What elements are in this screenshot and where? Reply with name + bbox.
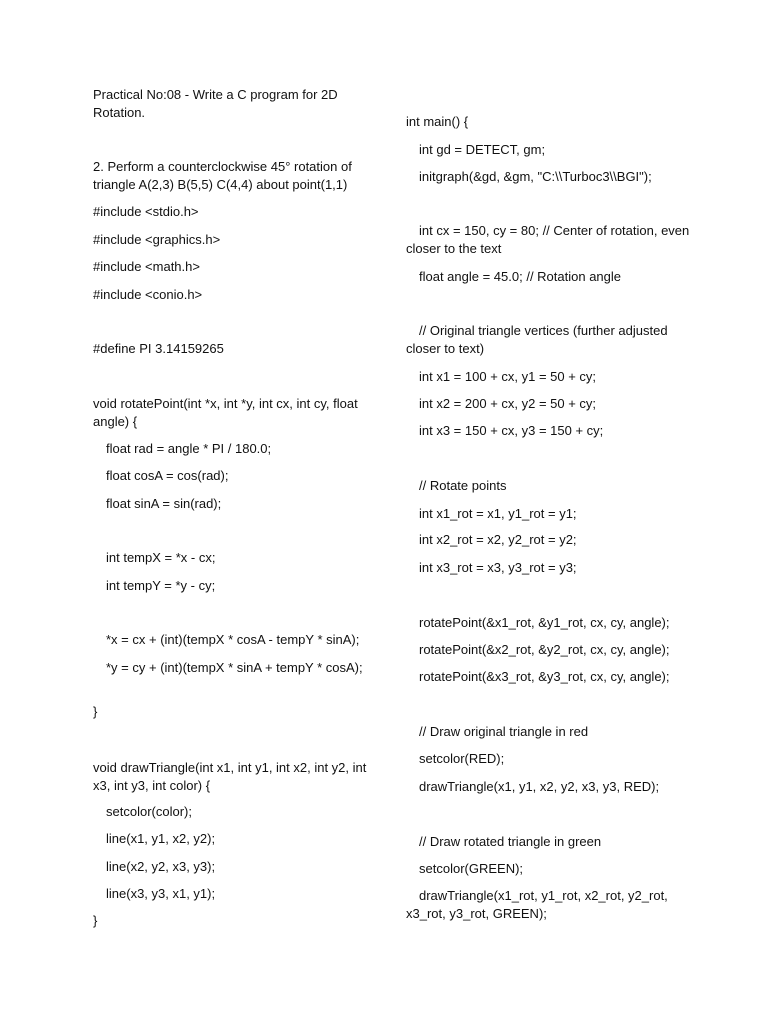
- orig-comment: // Original triangle vertices (further adjusted closer to text): [406, 323, 668, 356]
- code-line: int x3_rot = x3, y3_rot = y3;: [419, 560, 577, 575]
- code-line: [406, 887, 681, 923]
- practical-title: Practical No:08 - Write a C program for 2D Rotation.: [93, 87, 338, 120]
- closing-brace: }: [93, 704, 98, 719]
- code-line: line(x3, y3, x1, y1);: [106, 886, 216, 901]
- code-line: setcolor(color);: [106, 804, 192, 819]
- code-comment: // Draw rotated triangle in green: [419, 834, 602, 849]
- draw-function-signature: void drawTriangle(int x1, int y1, int x2, int y2, int x3, int y3, int color) {: [93, 760, 367, 793]
- code-line: line(x1, y1, x2, y2);: [106, 831, 216, 846]
- code-line: float rad = angle * PI / 180.0;: [106, 441, 272, 456]
- code-line: int x3 = 150 + cx, y3 = 150 + cy;: [419, 423, 604, 438]
- include-line: #include <graphics.h>: [93, 232, 221, 247]
- code-line: int gd = DETECT, gm;: [419, 142, 546, 157]
- code-line: rotatePoint(&x3_rot, &y3_rot, cx, cy, angle);: [419, 669, 670, 684]
- code-comment: [406, 322, 681, 358]
- task-description: 2. Perform a counterclockwise 45° rotation of triangle A(2,3) B(5,5) C(4,4) about point(1,1): [93, 159, 352, 192]
- closing-brace: }: [93, 913, 98, 928]
- code-line: line(x2, y2, x3, y3);: [106, 859, 216, 874]
- code-line: rotatePoint(&x1_rot, &y1_rot, cx, cy, angle);: [419, 615, 670, 630]
- main-signature: int main() {: [406, 114, 469, 129]
- code-line: *x = cx + (int)(tempX * cosA - tempY * sinA);: [106, 632, 360, 647]
- code-line: setcolor(RED);: [419, 751, 505, 766]
- code-line: int x1_rot = x1, y1_rot = y1;: [419, 506, 577, 521]
- code-line: int x2_rot = x2, y2_rot = y2;: [419, 532, 577, 547]
- code-comment: // Rotate points: [419, 478, 507, 493]
- include-line: #include <math.h>: [93, 259, 200, 274]
- code-line: setcolor(GREEN);: [419, 861, 524, 876]
- center-code: int cx = 150, cy = 80; // Center of rotation, even closer to the text: [406, 223, 690, 256]
- define-line: #define PI 3.14159265: [93, 341, 224, 356]
- code-line: int tempY = *y - cy;: [106, 578, 216, 593]
- draw-green-code: drawTriangle(x1_rot, y1_rot, x2_rot, y2_rot, x3_rot, y3_rot, GREEN);: [406, 888, 668, 921]
- code-line: int tempX = *x - cx;: [106, 550, 216, 565]
- include-line: #include <stdio.h>: [93, 204, 199, 219]
- code-line: *y = cy + (int)(tempX * sinA + tempY * cosA);: [106, 660, 363, 675]
- code-line: float angle = 45.0; // Rotation angle: [419, 269, 622, 284]
- include-line: #include <conio.h>: [93, 287, 203, 302]
- code-line: int x2 = 200 + cx, y2 = 50 + cy;: [419, 396, 597, 411]
- code-line: [406, 222, 694, 258]
- code-line: drawTriangle(x1, y1, x2, y2, x3, y3, RED);: [419, 779, 660, 794]
- code-line: initgraph(&gd, &gm, "C:\\Turboc3\\BGI");: [419, 169, 652, 184]
- code-comment: // Draw original triangle in red: [419, 724, 589, 739]
- code-line: float cosA = cos(rad);: [106, 468, 229, 483]
- rotate-function-signature: void rotatePoint(int *x, int *y, int cx, int cy, float angle) {: [93, 396, 358, 429]
- code-line: float sinA = sin(rad);: [106, 496, 222, 511]
- code-line: rotatePoint(&x2_rot, &y2_rot, cx, cy, angle);: [419, 642, 670, 657]
- code-line: int x1 = 100 + cx, y1 = 50 + cy;: [419, 369, 597, 384]
